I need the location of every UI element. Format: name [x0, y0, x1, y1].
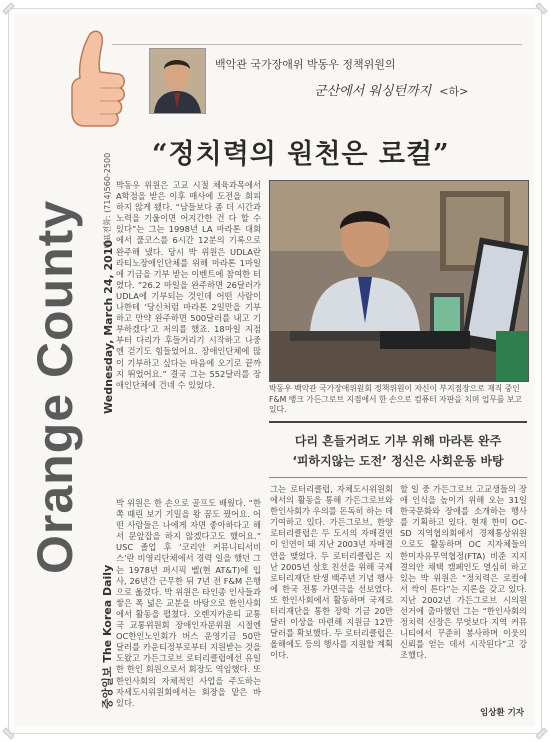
byline: 임상환 기자	[479, 708, 524, 718]
article-photo	[269, 180, 529, 382]
header-rule	[112, 44, 522, 45]
contact-phone: 대표전화: (714)560-2500	[103, 152, 112, 249]
body-column-1-continued: 박 위원은 한 손으로 골프도 배웠다. “한쪽 때린 보기 기밀을 왕 꿈도 꿨어요. 어떤 사람들은 나에게 자면 좋아하다고 해서 문앞잡을 하지 않겠다고도 했어요.” USC 졸업 후 ‘코리안 커뮤니티서비스’란 비영리단체에서 경력 일을 했던 그는 1978년 퍼시픽 벨(현 AT&T)에 입사, 26년간 근무한 뒤 7년 전 F&M 은행으로 옮겼다. 박 위원은 타인종 인사들과 쌓은 폭 넓은 교분을 바탕으로 한인사회 에서 활동을 펼쳤다. 오렌지카운티 교통국 교통위원회 장애인자문위원 시절엔 OC한인노인회가 버스 운영기금 50만 달러를 카운티정부로부터 지원받는 것을 도왔고 가든그로브 로터리클럽에선 유일한 한인 회원으로서 회장도 역임했다. 또 한인사회의 자체적인 사업을 주도하는 자세도시위원회에서는 회장을 맡은 바 있다.	[116, 498, 261, 708]
article-deck	[269, 421, 527, 478]
photo-caption: 박동우 백악관 국가장애위원회 정책위원이 자신이 부지점장으로 재직 중인 F&M 뱅크 가든그로브 지점에서 한 손으로 컴퓨터 자판을 치며 업무를 보고 있다.	[269, 384, 522, 414]
article-headline: “정치력의 원천은 로컬”	[152, 139, 450, 170]
publication-date: Wednesday, March 24, 2010	[102, 239, 115, 414]
body-column-2: 그는 로터리클럽, 자체도시위원회에서의 활동을 통해 가든그로브와 한인사회가 우의를 돈독히 하는 데 기여하고 있다. 가든그로브, 한양 로터리클럽은 두 도시의 자매결연이 인연이 돼 지난 2003년 자매결연을 맺었다. 두 로터리클럽은 지난 2005년 상호 친선을 위해 국제로터리재단 탄생 백주년 기념 행사에 한국 전통 가면극을 선보였다. 또 한인사회에서 활동하며 국제로터리재단을 통한 장학 기금 20만 달러 이상을 마련해 지원금 12만 달러를 확보했다. 두 로터리클럽은 올해에도 등의 행사를 지원할 계획이다.	[270, 484, 393, 661]
article-kicker: 백악관 국가장애위 박동우 정책위원의	[215, 58, 396, 71]
publisher-name: 중앙일보 The Korea Daily	[101, 564, 114, 709]
series-title	[314, 80, 468, 99]
body-column-3: 할 일 중 가든그로브 고교생들의 장애 인식을 높이기 위해 오는 31일 한국문화와 장애를 소개하는 행사를 기획하고 있다. 현재 한미 OC-SD 지역협의회에서 경제통상위원으로도 활동하며 OC 지자체들의 한미자유무역협정(FTA) 비준 지지 결의안 채택 캠페인도 열심히 하고 있는 박 위원은 “정치력은 로컬에서 싹이 튼다”는 지론을 갖고 있다. 지난 2002년 가든그로브 시의원 선거에 출마했던 그는 “한인사회의 정치력 신장은 무엇보다 지역 커뮤니티에서 꾸준히 봉사하며 이웃의 신뢰를 얻는 데서 시작된다”고 강조했다.	[400, 484, 527, 661]
newspaper-clipping	[14, 14, 534, 726]
portrait-photo	[149, 48, 206, 114]
region-title: Orange County	[27, 199, 83, 574]
body-column-1: 박동우 위원은 고교 시절 체육과목에서 A학점을 받은 이후 매사에 도전을 회피하지 않게 됐다. “남들보다 좀 더 시간과 노력을 기울이면 어지간한 건 다 할 수 있다”는 그는 1998년 LA 마라톤 대회에서 풀코스를 6시간 12분의 기록으로 완주해 냈다. 당시 박 위원은 UDLA란 라티노장애인단체를 위해 마라톤 1마일에 기금을 기부 받는 이벤트에 참여한 터였다. “26.2 마일을 완주하면 26달러가 UDLA에 기부되는 것인데 어떤 사람이 나한테 ‘당신처럼 마라톤 2일만을 기부하고 만약 완주하면 500달러를 내고 기부하겠다’고 저의를 했죠. 18마일 지점부터 다리가 후들거리기 시작하고 나중엔 걷기도 힘들었어요. 장애인단체에 많이 기부하고 싶다는 마음에 오기로 끝까지 뛰었어요.” 결국 그는 552달러를 장애인단체에 건네 수 있었다.	[116, 180, 261, 390]
deck-line-1: 다리 흔들거려도 기부 위해 마라톤 완주	[294, 434, 502, 448]
series-part: <하>	[439, 85, 469, 98]
deck-line-2: ‘피하지않는 도전’ 정신은 사회운동 바탕	[292, 454, 504, 468]
series-name: 군산에서 워싱턴까지	[314, 84, 432, 99]
